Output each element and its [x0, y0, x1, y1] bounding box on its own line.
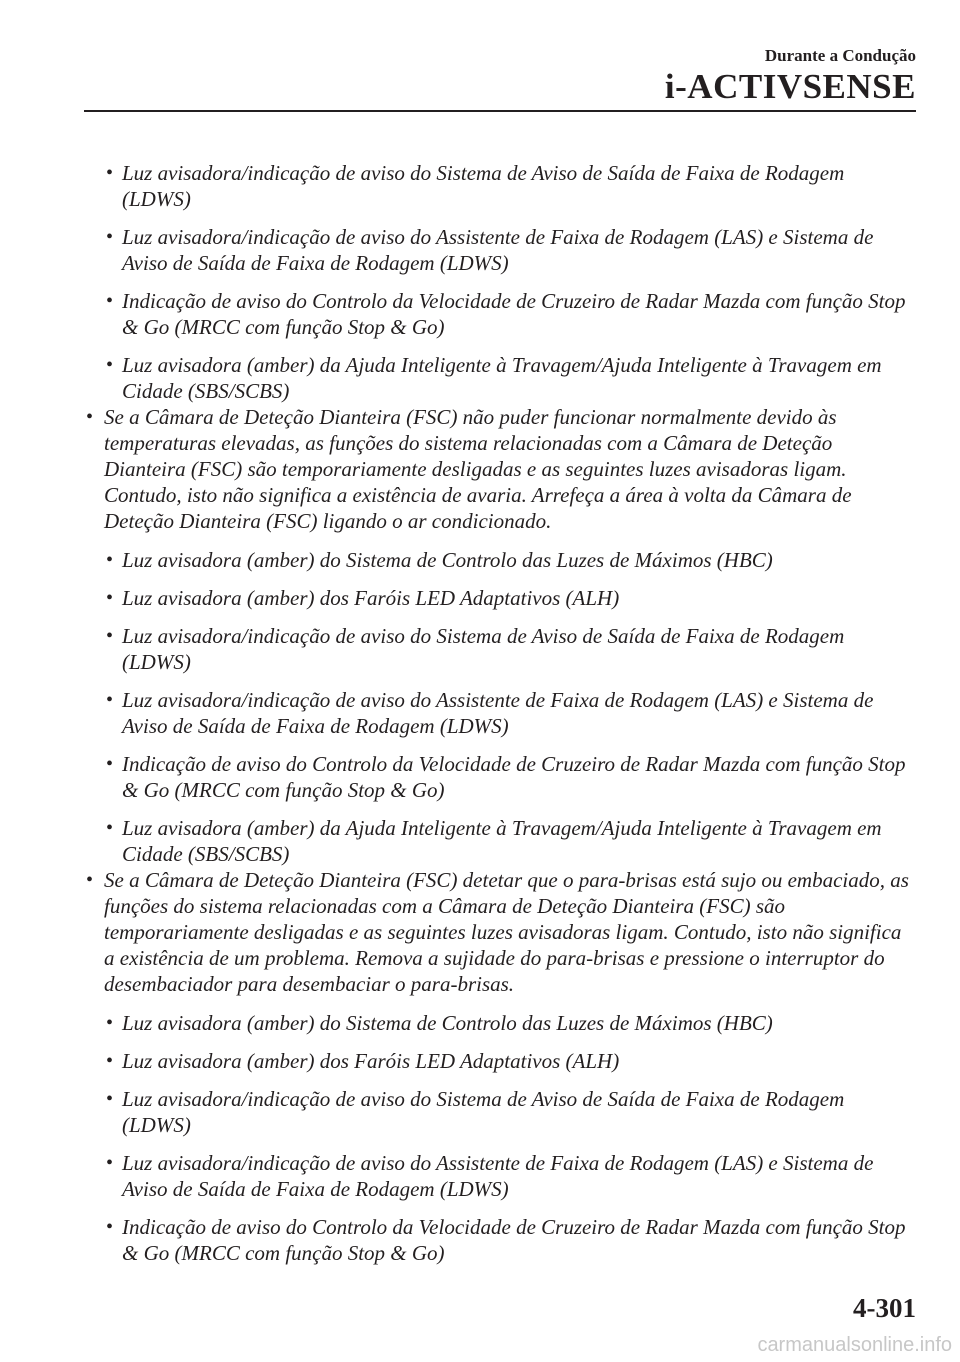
bullet-text: Luz avisadora (amber) da Ajuda Inteligente à Travagem/Ajuda Inteligente à Travagem em Cidade (SBS/SCBS) [122, 816, 882, 866]
sub-bullet-item [84, 687, 916, 739]
sub-bullet-item [84, 815, 916, 867]
bullet-text: Se a Câmara de Deteção Dianteira (FSC) detetar que o para-brisas está sujo ou embaciado, as funções do sistema relacionadas com a Câmara de Deteção Dianteira (FSC) são temporariamente desligadas e as seguintes luzes avisadoras ligam. Contudo, isto não significa a existência de um problema. Remova a sujidade do para-brisas e pressione o interruptor do desembaciador para desembaciar o para-brisas. [104, 868, 909, 996]
bullet-marker: • [106, 1216, 114, 1238]
bullet-text: Luz avisadora (amber) do Sistema de Controlo das Luzes de Máximos (HBC) [122, 1011, 773, 1035]
bullet-marker: • [86, 406, 94, 428]
bullet-marker: • [106, 753, 114, 775]
sub-bullet-item [84, 1048, 916, 1074]
section-title: Durante a Condução [764, 46, 916, 65]
bullet-marker: • [106, 290, 114, 312]
bullet-text: Luz avisadora/indicação de aviso do Sistema de Aviso de Saída de Faixa de Rodagem (LDWS) [122, 161, 845, 211]
bullet-marker: • [106, 226, 114, 248]
sub-bullet-item [84, 224, 916, 276]
sub-bullet-item [84, 623, 916, 675]
sub-bullet-item [84, 1086, 916, 1138]
bullet-text: Se a Câmara de Deteção Dianteira (FSC) não puder funcionar normalmente devido às temperaturas elevadas, as funções do sistema relacionadas com a Câmara de Deteção Dianteira (FSC) são temporariamente desligadas e as seguintes luzes avisadoras ligam. Contudo, isto não significa a existência de avaria. Arrefeça a área à volta da Câmara de Deteção Dianteira (FSC) ligando o ar condicionado. [104, 405, 852, 533]
bullet-marker: • [106, 1012, 114, 1034]
bullet-text: Luz avisadora (amber) dos Faróis LED Adaptativos (ALH) [122, 586, 620, 610]
sub-bullet-item [84, 352, 916, 404]
sub-bullet-item [84, 1010, 916, 1036]
bullet-list [84, 160, 916, 1278]
page-number: 4-301 [853, 1293, 916, 1323]
bullet-text: Luz avisadora (amber) da Ajuda Inteligente à Travagem/Ajuda Inteligente à Travagem em Cidade (SBS/SCBS) [122, 353, 882, 403]
sub-bullet-item [84, 1214, 916, 1266]
sub-bullet-item [84, 288, 916, 340]
bullet-text: Luz avisadora (amber) do Sistema de Controlo das Luzes de Máximos (HBC) [122, 548, 773, 572]
sub-bullet-item [84, 547, 916, 573]
bullet-marker: • [86, 869, 94, 891]
bullet-item [84, 404, 916, 534]
bullet-text: Indicação de aviso do Controlo da Velocidade de Cruzeiro de Radar Mazda com função Stop & Go (MRCC com função Stop & Go) [122, 1215, 906, 1265]
bullet-text: Luz avisadora/indicação de aviso do Assistente de Faixa de Rodagem (LAS) e Sistema de Aviso de Saída de Faixa de Rodagem (LDWS) [122, 1151, 874, 1201]
bullet-marker: • [106, 1152, 114, 1174]
bullet-text: Luz avisadora/indicação de aviso do Sistema de Aviso de Saída de Faixa de Rodagem (LDWS) [122, 624, 845, 674]
sub-bullet-item [84, 585, 916, 611]
sub-bullet-item [84, 751, 916, 803]
bullet-marker: • [106, 549, 114, 571]
bullet-marker: • [106, 1050, 114, 1072]
bullet-marker: • [106, 587, 114, 609]
header-divider [84, 110, 916, 112]
bullet-text: Luz avisadora (amber) dos Faróis LED Adaptativos (ALH) [122, 1049, 620, 1073]
bullet-marker: • [106, 354, 114, 376]
bullet-marker: • [106, 162, 114, 184]
bullet-marker: • [106, 625, 114, 647]
chapter-title: i-ACTIVSENSE [664, 67, 916, 106]
bullet-text: Indicação de aviso do Controlo da Velocidade de Cruzeiro de Radar Mazda com função Stop & Go (MRCC com função Stop & Go) [122, 289, 906, 339]
bullet-item [84, 867, 916, 997]
sub-bullet-item [84, 1150, 916, 1202]
bullet-text: Luz avisadora/indicação de aviso do Assistente de Faixa de Rodagem (LAS) e Sistema de Aviso de Saída de Faixa de Rodagem (LDWS) [122, 688, 874, 738]
page-header [665, 46, 916, 106]
bullet-marker: • [106, 689, 114, 711]
sub-bullet-item [84, 160, 916, 212]
bullet-text: Luz avisadora/indicação de aviso do Sistema de Aviso de Saída de Faixa de Rodagem (LDWS) [122, 1087, 845, 1137]
watermark: carmanualsonline.info [757, 1334, 952, 1356]
bullet-text: Luz avisadora/indicação de aviso do Assistente de Faixa de Rodagem (LAS) e Sistema de Aviso de Saída de Faixa de Rodagem (LDWS) [122, 225, 874, 275]
bullet-text: Indicação de aviso do Controlo da Velocidade de Cruzeiro de Radar Mazda com função Stop & Go (MRCC com função Stop & Go) [122, 752, 906, 802]
bullet-marker: • [106, 1088, 114, 1110]
bullet-marker: • [106, 817, 114, 839]
